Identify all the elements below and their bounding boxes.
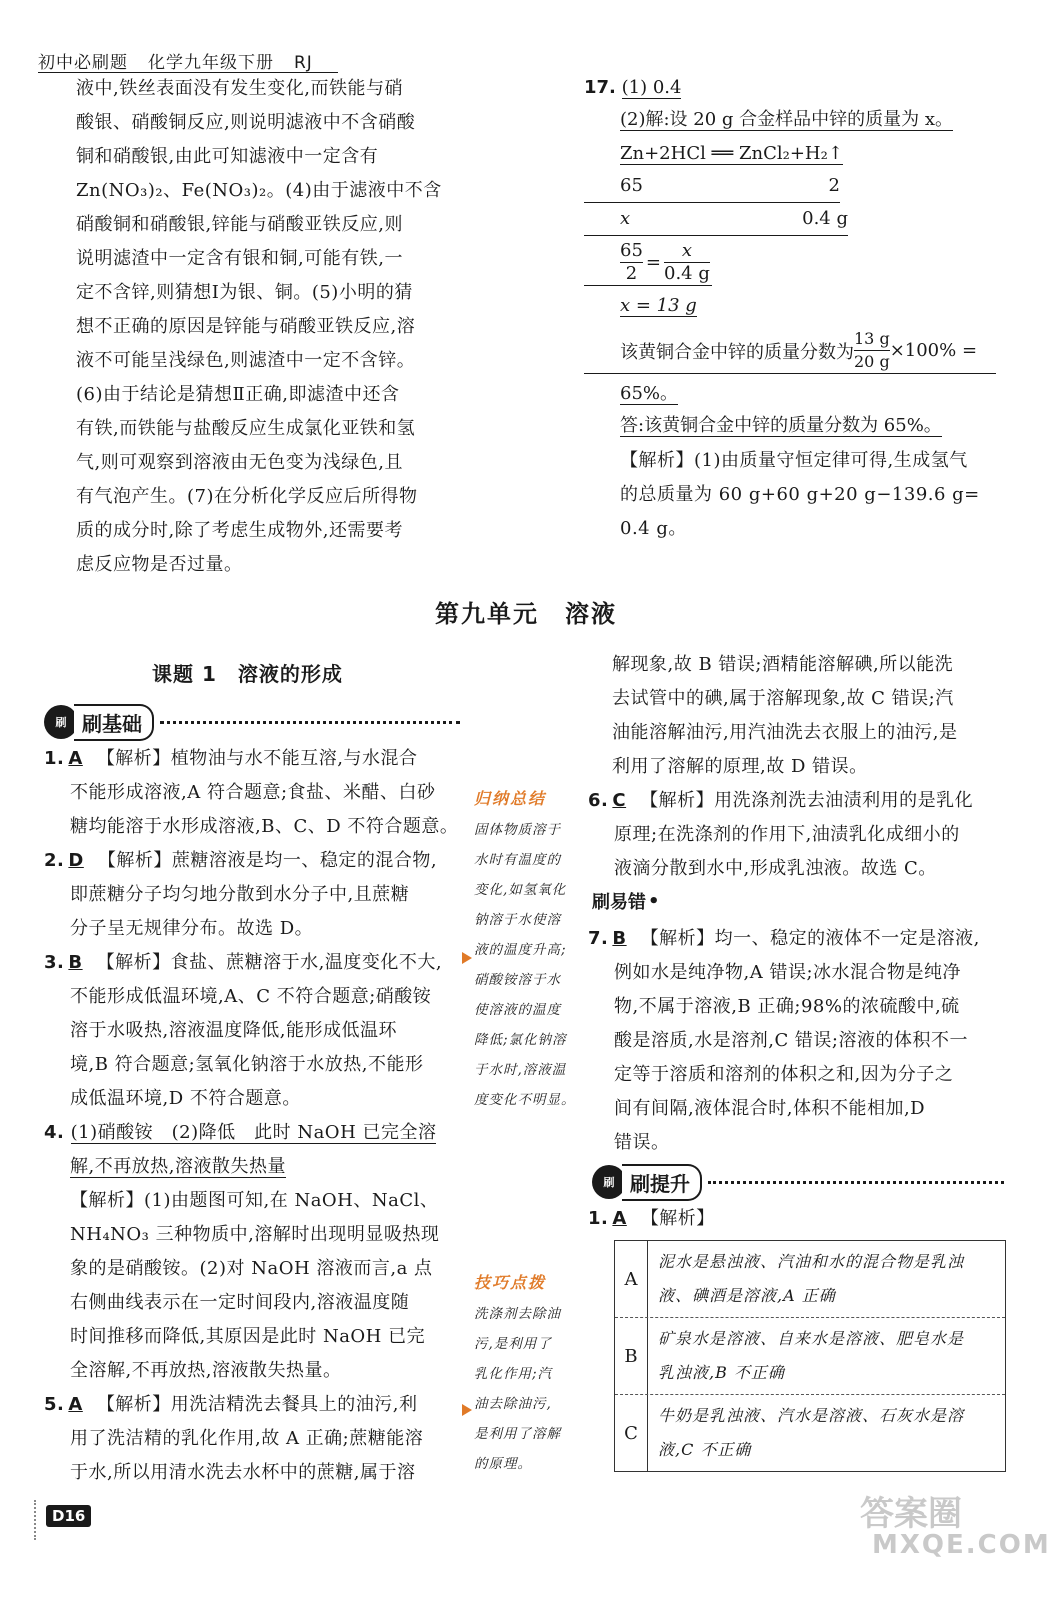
table-line: 牛奶是乳浊液、汽水是溶液、石灰水是溶 — [658, 1406, 965, 1425]
lesson-title: 课题 1 溶液的形成 — [152, 662, 343, 686]
pointer-arrow-icon — [462, 952, 472, 964]
sidebar-line: 乳化作用;汽 — [474, 1366, 553, 1382]
banner-dots — [708, 1181, 1004, 1184]
question-text: 【解析】(1)由题图可知,在 NaOH、NaCl、 — [70, 1190, 439, 1211]
question-line — [588, 818, 1004, 852]
sidebar-line: 降低;氯化钠溶 — [474, 1032, 567, 1048]
paragraph-line: (6)由于结论是猜想Ⅱ正确,即滤渣中还含 — [76, 384, 400, 405]
banner-advance — [592, 1164, 1004, 1200]
question-text: 间有间隔,液体混合时,体积不能相加,D — [614, 1098, 926, 1119]
banner-basic-label: 刷基础 — [74, 704, 154, 741]
sidebar-line: 的原理。 — [474, 1456, 532, 1472]
unit-title: 第九单元 溶液 — [435, 600, 617, 628]
question-line — [44, 1184, 462, 1218]
header-book: 初中必刷题 — [38, 53, 128, 73]
sidebar-line: 洗涤剂去除油 — [474, 1306, 561, 1322]
answer-letter: A — [68, 1394, 83, 1415]
q17-analysis-line: 0.4 g。 — [620, 518, 687, 539]
sidebar-line: 于水时,溶液温 — [474, 1062, 567, 1078]
question-number: 6. — [588, 790, 609, 811]
q17-r2-left: x — [620, 208, 631, 229]
q17-part2: (2)解:设 20 g 合金样品中锌的质量为 x。 — [620, 109, 954, 130]
question-text: 用了洗洁精的乳化作用,故 A 正确;蔗糖能溶 — [70, 1428, 424, 1449]
question-line — [44, 844, 462, 878]
sidebar-summary-text — [474, 815, 584, 1115]
question-text: 【解析】用洗涤剂洗去油渍利用的是乳化 — [640, 790, 974, 811]
table-row — [615, 1318, 1005, 1395]
sidebar-summary-title: 归纳总结 — [474, 789, 547, 808]
question-number: 1. — [44, 748, 65, 769]
answer-letter: B — [68, 952, 83, 973]
table-line: 泥水是悬浊液、汽油和水的混合物是乳浊 — [658, 1252, 965, 1271]
q17-ratio-row2 — [584, 203, 848, 236]
sidebar-line: 固体物质溶于 — [474, 822, 561, 838]
question-line — [588, 956, 1004, 990]
table-value — [648, 1241, 1005, 1317]
question-line — [588, 1126, 1004, 1160]
question-text: 【解析】用洗洁精洗去餐具上的油污,利 — [96, 1394, 418, 1415]
page-number: D16 — [46, 1505, 91, 1527]
q17-frac1-num: 65 — [620, 240, 643, 261]
paragraph-line: 铜和硝酸银,由此可知滤液中一定含有 — [76, 146, 379, 167]
question-line — [588, 1024, 1004, 1058]
answer-letter: A — [68, 748, 83, 769]
question-number: 3. — [44, 952, 65, 973]
question-text: 物,不属于溶液,B 正确;98%的浓硫酸中,硫 — [614, 996, 960, 1017]
question-text: 定等于溶质和溶剂的体积之和,因为分子之 — [614, 1064, 954, 1085]
q17-r1-left: 65 — [620, 175, 643, 196]
q17-result: x = 13 g — [620, 295, 697, 316]
question-text: 【解析】蔗糖溶液是均一、稳定的混合物, — [97, 850, 438, 871]
question-text: 原理;在洗涤剂的作用下,油渍乳化成细小的 — [614, 824, 960, 845]
q17-proportion — [584, 240, 712, 286]
question-item — [44, 742, 462, 844]
paragraph-line: 硝酸铜和硝酸银,锌能与硝酸亚铁反应,则 — [76, 214, 403, 235]
q17-frac2-den: 0.4 g — [664, 263, 710, 284]
sidebar-line: 度变化不明显。 — [474, 1092, 576, 1108]
question-text: 分子呈无规律分布。故选 D。 — [70, 918, 314, 939]
question-text: 时间推移而降低,其原因是此时 NaOH 已完 — [70, 1326, 426, 1347]
q17-number: 17. — [584, 77, 616, 98]
question-line — [44, 1116, 462, 1150]
q17-fraction-num: 13 g — [854, 328, 890, 351]
table-line: 乳浊液,B 不正确 — [658, 1363, 785, 1382]
question-text: 溶于水吸热,溶液温度降低,能形成低温环 — [70, 1020, 397, 1041]
question-line — [44, 776, 462, 810]
question-number: 2. — [44, 850, 65, 871]
paragraph-line: 质的成分时,除了考虑生成物外,还需要考 — [76, 520, 403, 541]
sidebar-tip — [474, 1270, 584, 1479]
question-line — [44, 810, 462, 844]
question-text: 液滴分散到水中,形成乳浊液。故选 C。 — [614, 858, 937, 879]
watermark-logo: 答案圈 — [860, 1494, 962, 1534]
answer-letter: C — [612, 790, 627, 811]
paragraph-line: 想不正确的原因是锌能与硝酸亚铁反应,溶 — [76, 316, 416, 337]
paragraph-line: 有铁,而铁能与盐酸反应生成氯化亚铁和氢 — [76, 418, 416, 439]
q17-answer: 答:该黄铜合金中锌的质量分数为 65%。 — [620, 415, 942, 436]
sidebar-line: 油去除油污, — [474, 1396, 552, 1412]
question-line — [44, 1252, 462, 1286]
question-line — [44, 1014, 462, 1048]
question-line — [44, 1082, 462, 1116]
question-line — [588, 784, 1004, 818]
question-number: 5. — [44, 1394, 65, 1415]
q17-fraction-result: 65%。 — [620, 383, 679, 404]
question-line — [44, 912, 462, 946]
question-line — [588, 1058, 1004, 1092]
sidebar-line: 钠溶于水使溶 — [474, 912, 561, 928]
question-text: 境,B 符合题意;氢氧化钠溶于水放热,不能形 — [70, 1054, 424, 1075]
question-text: 象的是硝酸铵。(2)对 NaOH 溶液而言,a 点 — [70, 1258, 433, 1279]
header-subject: 化学九年级下册 — [148, 53, 274, 73]
table-line: 矿泉水是溶液、自来水是溶液、肥皂水是 — [658, 1329, 965, 1348]
badge-icon: 刷 — [44, 705, 78, 739]
question-text: (1)硝酸铵 (2)降低 此时 NaOH 已完全溶 — [70, 1122, 437, 1143]
question-line — [588, 922, 1004, 956]
question-17 — [584, 72, 1004, 546]
question-line — [44, 1456, 462, 1490]
paragraph-line: 说明滤渣中一定含有银和铜,可能有铁,一 — [76, 248, 403, 269]
q17-part1: (1) 0.4 — [621, 77, 682, 98]
qa1-number: 1. — [588, 1208, 609, 1229]
table-value — [648, 1318, 1005, 1394]
question-number: 4. — [44, 1122, 65, 1143]
question-text: 错误。 — [614, 1132, 670, 1153]
question-line — [44, 1354, 462, 1388]
pointer-arrow-icon — [462, 1404, 472, 1416]
left-top-paragraph — [76, 72, 462, 582]
answer-letter: D — [68, 850, 84, 871]
table-row — [615, 1241, 1005, 1318]
badge-icon: 刷 — [592, 1165, 626, 1199]
table-key: B — [615, 1318, 648, 1394]
q17-fraction-suffix: ×100% = — [889, 340, 978, 361]
paragraph-line: 解现象,故 B 错误;酒精能溶解碘,所以能洗 — [612, 654, 954, 675]
page-margin-dots — [34, 1500, 36, 1540]
table-value — [648, 1395, 1005, 1471]
paragraph-line: 虑反应物是否过量。 — [76, 554, 243, 575]
paragraph-line: 利用了溶解的原理,故 D 错误。 — [612, 756, 868, 777]
banner-advance-label: 刷提升 — [622, 1164, 702, 1201]
paragraph-line: 气,则可观察到溶液由无色变为浅绿色,且 — [76, 452, 403, 473]
question-line — [44, 878, 462, 912]
sidebar-summary — [474, 786, 584, 1115]
paragraph-line: 油能溶解油污,用汽油洗去衣服上的油污,是 — [612, 722, 958, 743]
question-7 — [588, 922, 1004, 1160]
q17-analysis-line: 的总质量为 60 g+60 g+20 g−139.6 g= — [620, 484, 980, 505]
q17-r2-right: 0.4 g — [802, 208, 848, 229]
running-header — [38, 48, 313, 73]
question-6 — [588, 784, 1004, 886]
banner-basic — [44, 704, 460, 740]
question-text: 解,不再放热,溶液散失热量 — [70, 1156, 286, 1177]
question-line — [44, 742, 462, 776]
options-table — [614, 1240, 1006, 1472]
question-number: 7. — [588, 928, 609, 949]
sidebar-line: 变化,如氢氧化 — [474, 882, 567, 898]
question-text: 【解析】食盐、蔗糖溶于水,温度变化不大, — [96, 952, 443, 973]
question-text: 不能形成溶液,A 符合题意;食盐、米醋、白砂 — [70, 782, 436, 803]
right-continuation — [612, 648, 1004, 784]
question-text: 于水,所以用清水洗去水杯中的蔗糖,属于溶 — [70, 1462, 416, 1483]
q17-analysis-line: (1)由质量守恒定律可得,生成氢气 — [694, 450, 968, 471]
question-line — [44, 1048, 462, 1082]
q17-analysis — [584, 444, 1004, 546]
question-line — [44, 980, 462, 1014]
sidebar-line: 液的温度升高; — [474, 942, 567, 958]
question-adv-1 — [588, 1202, 715, 1236]
question-item — [44, 844, 462, 946]
banner-easy-wrong: 刷易错 • — [592, 888, 1004, 914]
sidebar-line: 污,是利用了 — [474, 1336, 552, 1352]
sidebar-line: 硝酸铵溶于水 — [474, 972, 561, 988]
table-line: 液、碘酒是溶液,A 正确 — [658, 1286, 836, 1305]
table-key: A — [615, 1241, 648, 1317]
paragraph-line: 酸银、硝酸铜反应,则说明滤液中不含硝酸 — [76, 112, 416, 133]
q17-frac1-den: 2 — [625, 263, 638, 284]
q17-equals: = — [645, 252, 661, 273]
question-text: 【解析】植物油与水不能互溶,与水混合 — [96, 748, 418, 769]
banner-dots — [160, 721, 460, 724]
question-text: 即蔗糖分子均匀地分散到水分子中,且蔗糖 — [70, 884, 410, 905]
question-line — [44, 1218, 462, 1252]
question-line — [44, 1286, 462, 1320]
q17-analysis-label: 【解析】 — [620, 450, 694, 471]
left-questions — [44, 742, 462, 1490]
paragraph-line: 有气泡产生。(7)在分析化学反应后所得物 — [76, 486, 418, 507]
q17-fraction-den: 20 g — [854, 352, 890, 371]
qa1-answer: A — [612, 1208, 627, 1229]
sidebar-line: 水时有温度的 — [474, 852, 561, 868]
question-line — [44, 1388, 462, 1422]
question-line — [44, 946, 462, 980]
question-item — [44, 1116, 462, 1388]
question-line — [44, 1422, 462, 1456]
table-key: C — [615, 1395, 648, 1471]
paragraph-line: 液不可能呈浅绿色,则滤渣中一定不含锌。 — [76, 350, 416, 371]
paragraph-line: 液中,铁丝表面没有发生变化,而铁能与硝 — [76, 78, 403, 99]
q17-r1-right: 2 — [828, 175, 840, 196]
question-text: 全溶解,不再放热,溶液散失热量。 — [70, 1360, 342, 1381]
question-line — [588, 852, 1004, 886]
q17-fraction-line — [584, 328, 996, 374]
question-line — [44, 1320, 462, 1354]
paragraph-line: Zn(NO₃)₂、Fe(NO₃)₂。(4)由于滤液中不含 — [76, 180, 442, 201]
question-item — [44, 946, 462, 1116]
q17-frac2-num: x — [664, 240, 710, 263]
question-text: 不能形成低温环境,A、C 不符合题意;硝酸铵 — [70, 986, 432, 1007]
answer-letter: B — [612, 928, 627, 949]
banner-easy-wrong-label: 刷易错 — [592, 892, 646, 913]
paragraph-line: 去试管中的碘,属于溶解现象,故 C 错误;汽 — [612, 688, 954, 709]
q17-fraction-prefix: 该黄铜合金中锌的质量分数为 — [620, 341, 854, 363]
question-line — [588, 1092, 1004, 1126]
watermark-url: MXQE.COM — [872, 1530, 1051, 1560]
question-text: 例如水是纯净物,A 错误;冰水混合物是纯净 — [614, 962, 962, 983]
question-text: 酸是溶质,水是溶剂,C 错误;溶液的体积不一 — [614, 1030, 969, 1051]
question-line — [44, 1150, 462, 1184]
sidebar-tip-text — [474, 1299, 584, 1479]
question-text: 【解析】均一、稳定的液体不一定是溶液, — [640, 928, 980, 949]
question-text: 成低温环境,D 不符合题意。 — [70, 1088, 301, 1109]
qa1-label: 【解析】 — [640, 1208, 715, 1229]
sidebar-line: 是利用了溶解 — [474, 1426, 561, 1442]
q17-equation: Zn+2HCl ══ ZnCl₂+H₂↑ — [620, 143, 843, 164]
sidebar-line: 使溶液的温度 — [474, 1002, 561, 1018]
question-text: 右侧曲线表示在一定时间段内,溶液温度随 — [70, 1292, 410, 1313]
q17-ratio-row1 — [584, 170, 840, 203]
paragraph-line: 定不含锌,则猜想Ⅰ为银、铜。(5)小明的猜 — [76, 282, 413, 303]
question-line — [588, 990, 1004, 1024]
question-item — [44, 1388, 462, 1490]
table-line: 液,C 不正确 — [658, 1440, 752, 1459]
header-edition: RJ — [294, 53, 313, 73]
question-text: NH₄NO₃ 三种物质中,溶解时出现明显吸热现 — [70, 1224, 440, 1245]
table-row — [615, 1395, 1005, 1471]
sidebar-tip-title: 技巧点拨 — [474, 1273, 547, 1292]
question-text: 糖均能溶于水形成溶液,B、C、D 不符合题意。 — [70, 816, 459, 837]
